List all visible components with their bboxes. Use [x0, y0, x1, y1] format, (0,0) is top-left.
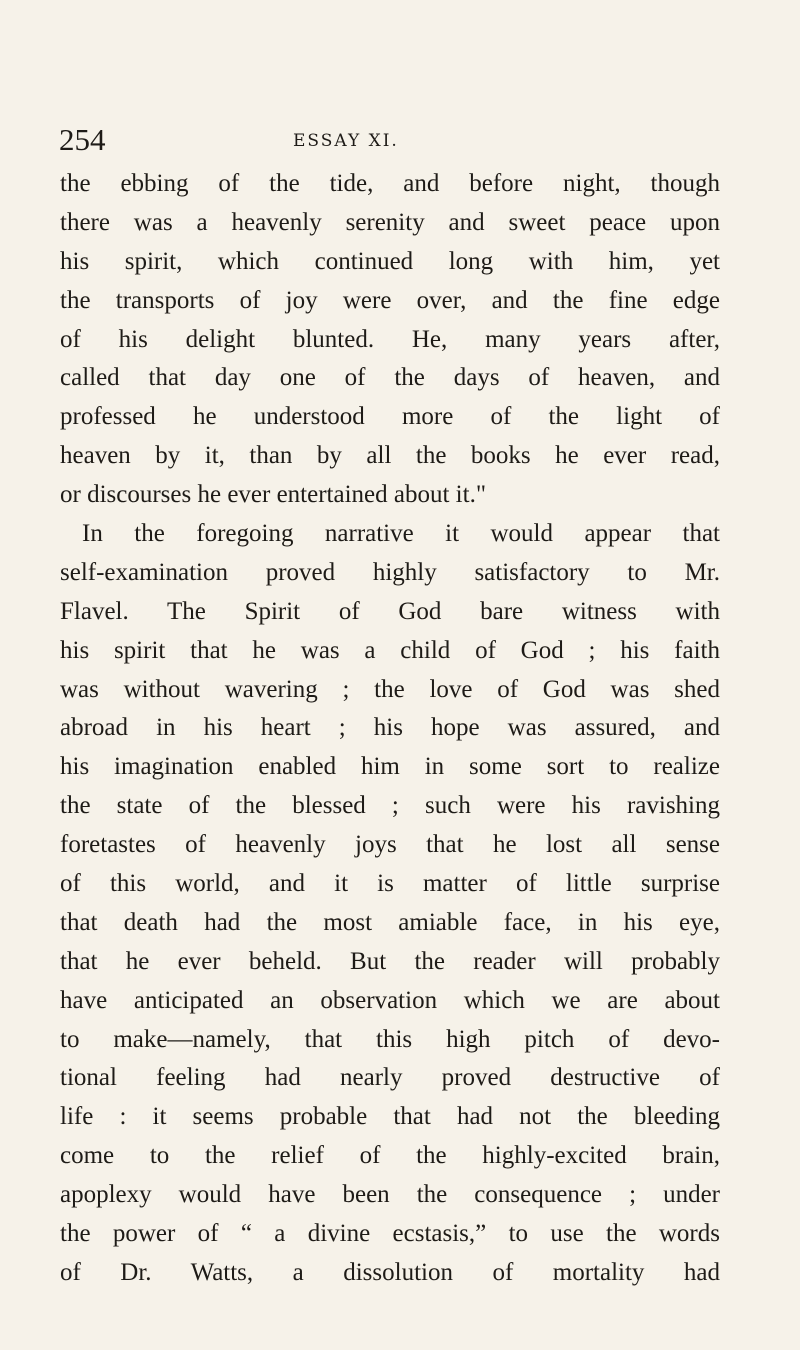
text-line: In the foregoing narrative it would appear that	[82, 520, 720, 548]
text-line: the state of the blessed ; such were his ravishing	[60, 792, 720, 820]
text-line: heaven by it, than by all the books he ever read,	[60, 442, 720, 470]
text-line: called that day one of the days of heaven, and	[60, 364, 720, 392]
text-line: there was a heavenly serenity and sweet peace upon	[60, 208, 720, 236]
text-line: his spirit, which continued long with him, yet	[60, 247, 720, 275]
text-line: the ebbing of the tide, and before night, though	[60, 170, 720, 197]
page-number: 254	[59, 122, 106, 157]
text-line: the power of “ a divine ecstasis,” to use the words	[60, 1220, 720, 1248]
running-head	[59, 122, 689, 162]
text-line: that he ever beheld. But the reader will probably	[60, 947, 720, 975]
text-line: or discourses he ever entertained about it."	[60, 481, 487, 509]
text-line: abroad in his heart ; his hope was assured, and	[60, 714, 720, 742]
text-line: apoplexy would have been the consequence ; under	[60, 1181, 720, 1209]
text-line: professed he understood more of the light of	[60, 403, 720, 431]
running-title: ESSAY XI.	[293, 131, 399, 151]
text-line: self-examination proved highly satisfactory to Mr.	[60, 558, 720, 586]
text-line: that death had the most amiable face, in his eye,	[60, 908, 720, 936]
text-line: come to the relief of the highly-excited brain,	[60, 1142, 720, 1170]
text-line: tional feeling had nearly proved destructive of	[60, 1064, 720, 1092]
text-line: his spirit that he was a child of God ; his faith	[60, 636, 720, 664]
text-line: his imagination enabled him in some sort to realize	[60, 753, 720, 781]
text-line: of this world, and it is matter of little surprise	[60, 870, 720, 898]
text-line: of his delight blunted. He, many years after,	[60, 325, 720, 353]
text-line: was without wavering ; the love of God was shed	[60, 675, 720, 703]
body-text	[60, 165, 720, 1293]
text-line: life : it seems probable that had not the bleeding	[60, 1103, 720, 1131]
text-line: foretastes of heavenly joys that he lost all sense	[60, 831, 720, 859]
text-line: have anticipated an observation which we are about	[60, 986, 720, 1014]
text-line: of Dr. Watts, a dissolution of mortality had	[60, 1258, 720, 1286]
text-line: Flavel. The Spirit of God bare witness with	[60, 597, 720, 625]
text-line: to make—namely, that this high pitch of devo-	[60, 1025, 720, 1053]
text-line: the transports of joy were over, and the fine edge	[60, 286, 720, 314]
